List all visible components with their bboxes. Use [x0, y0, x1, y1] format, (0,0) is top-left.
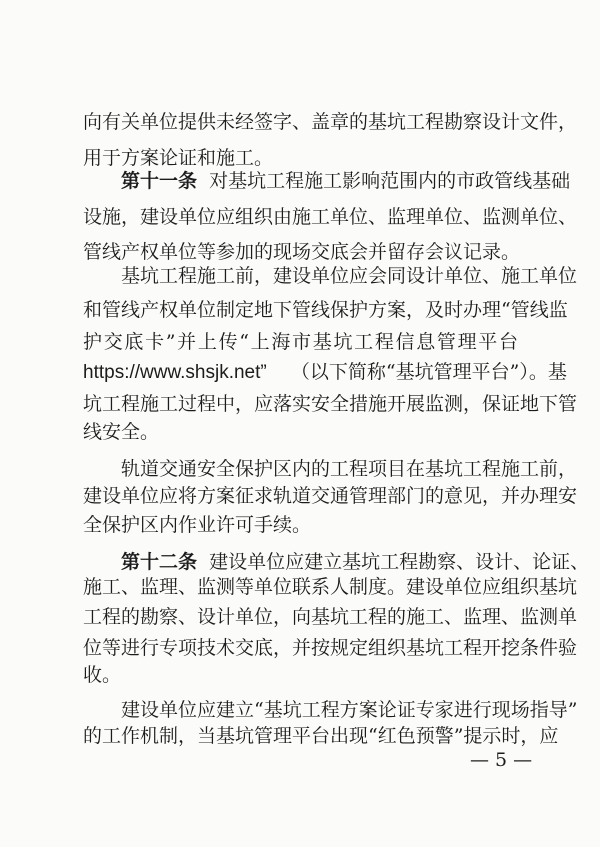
text-line: 全保护区内作业许可手续。	[83, 514, 312, 536]
text-line: 施工、监理、监测等单位联系人制度。建设单位应组织基坑	[83, 576, 578, 598]
text-line: 向有关单位提供未经签字、盖章的基坑工程勘察设计文件，	[83, 111, 578, 133]
text-line: 建设单位应将方案征求轨道交通管理部门的意见，并办理安	[83, 485, 578, 507]
text-line: 用于方案论证和施工。	[83, 147, 274, 169]
text-line: 工程的勘察、设计单位，向基坑工程的施工、监理、监测单	[83, 606, 578, 628]
text-line: 位等进行专项技术交底，并按规定组织基坑工程开挖条件验	[83, 637, 578, 659]
text-line: 护交底卡”并上传“上海市基坑工程信息管理平台	[83, 331, 518, 353]
article-12-line	[0, 550, 600, 574]
text-span: （以下简称“基坑管理平台”）。基	[290, 361, 567, 383]
text-line: 轨道交通安全保护区内的工程项目在基坑工程施工前，	[121, 458, 578, 480]
text-line: 坑工程施工过程中，应落实安全措施开展监测，保证地下管	[83, 393, 578, 415]
text-line: 设施，建设单位应组织由施工单位、监理单位、监测单位、	[83, 206, 578, 228]
text-line: 的工作机制，当基坑管理平台出现“红色预警”提示时，应	[83, 725, 559, 747]
article-11-heading: 第十一条	[121, 170, 198, 192]
text-line: 建设单位应建立“基坑工程方案论证专家进行现场指导”	[121, 699, 578, 721]
article-12-heading: 第十二条	[121, 551, 198, 573]
text-line: 管线产权单位等参加的现场交底会并留存会议记录。	[83, 241, 521, 263]
text-line: 收。	[83, 664, 122, 686]
text-span: 对基坑工程施工影响范围内的市政管线基础	[209, 170, 571, 192]
text-line: 线安全。	[83, 421, 160, 443]
url-line	[0, 360, 600, 384]
article-11-line	[0, 169, 600, 193]
text-span: 建设单位应建立基坑工程勘察、设计、论证、	[209, 551, 590, 573]
platform-url: https://www.shsjk.net”	[83, 362, 267, 383]
page-number: — 5 —	[470, 749, 533, 771]
text-line: 基坑工程施工前，建设单位应会同设计单位、施工单位	[121, 265, 578, 287]
text-line: 和管线产权单位制定地下管线保护方案，及时办理“管线监	[83, 299, 568, 321]
